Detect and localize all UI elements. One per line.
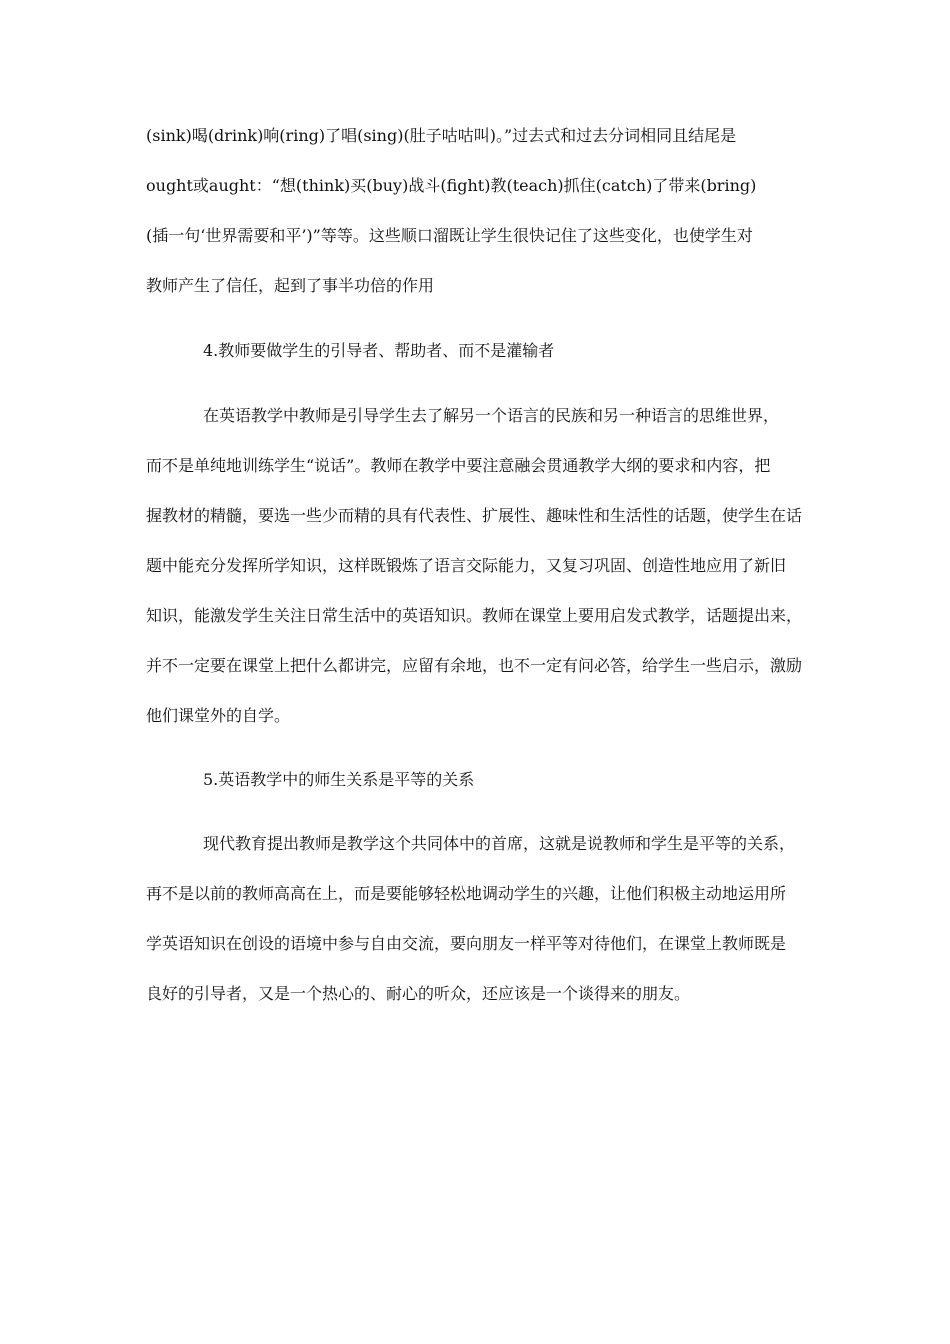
text-line: 学英语知识在创设的语境中参与自由交流，要向朋友一样平等对待他们，在课堂上教师既是 (146, 934, 787, 953)
text-line: 而不是单纯地训练学生“说话”。教师在教学中要注意融会贯通教学大纲的要求和内容，把 (146, 456, 771, 475)
text-line: 知识，能激发学生关注日常生活中的英语知识。教师在课堂上要用启发式教学，话题提出来， (146, 606, 803, 625)
text-line: (sink)喝(drink)响(ring)了唱(sing)(肚子咕咕叫)。”过去式和过去分词相同且结尾是 (146, 126, 737, 145)
text-line: 并不一定要在课堂上把什么都讲完，应留有余地，也不一定有问必答，给学生一些启示，激励 (146, 656, 803, 675)
text-line: 在英语教学中教师是引导学生去了解另一个语言的民族和另一种语言的思维世界， (203, 406, 780, 425)
section-heading: 4.教师要做学生的引导者、帮助者、而不是灌输者 (203, 341, 555, 360)
text-line: 教师产生了信任，起到了事半功倍的作用 (146, 276, 435, 295)
text-line: 良好的引导者，又是一个热心的、耐心的听众，还应该是一个谈得来的朋友。 (146, 984, 691, 1003)
text-line: (插一句‘世界需要和平’)”等等。这些顺口溜既让学生很快记住了这些变化，也使学生对 (146, 226, 753, 245)
text-line: 再不是以前的教师高高在上，而是要能够轻松地调动学生的兴趣，让他们积极主动地运用所 (146, 884, 787, 903)
text-line: 题中能充分发挥所学知识，这样既锻炼了语言交际能力，又复习巩固、创造性地应用了新旧 (146, 556, 787, 575)
text-line: ought或aught：“想(think)买(buy)战斗(fight)教(teach)抓住(catch)了带来(bring) (146, 176, 757, 195)
text-line: 现代教育提出教师是教学这个共同体中的首席，这就是说教师和学生是平等的关系， (203, 834, 796, 853)
text-line: 握教材的精髓，要选一些少而精的具有代表性、扩展性、趣味性和生活性的话题，使学生在话 (146, 506, 803, 525)
section-heading: 5.英语教学中的师生关系是平等的关系 (203, 770, 475, 789)
text-line: 他们课堂外的自学。 (146, 706, 291, 725)
